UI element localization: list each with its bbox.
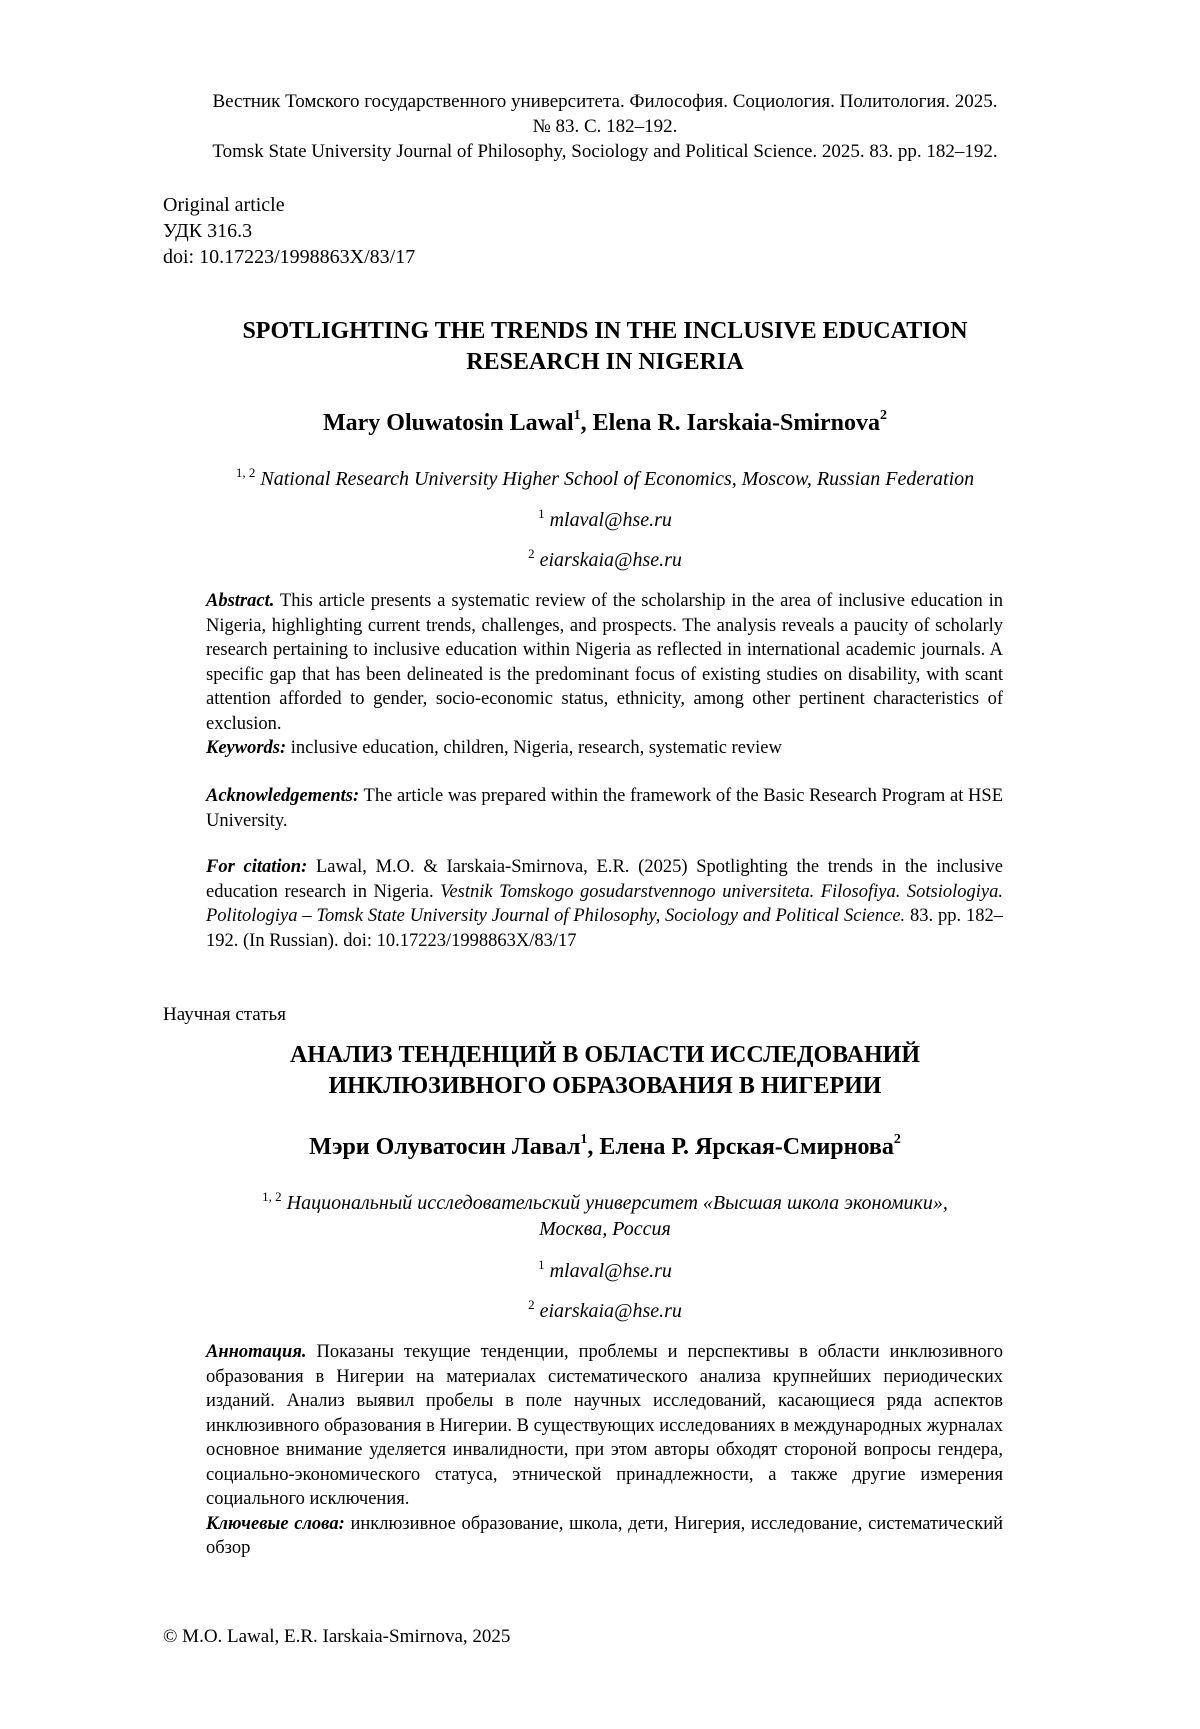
abstract-paragraph <box>206 589 1003 736</box>
ru-abstract-label: Аннотация. <box>206 1342 307 1362</box>
russian-authors <box>150 1132 1060 1162</box>
author2-name: Elena R. Iarskaia-Smirnova <box>592 410 881 436</box>
keywords-label: Keywords: <box>206 738 287 758</box>
ack-label: Acknowledgements: <box>206 786 360 806</box>
affiliation-sup: 1, 2 <box>235 465 256 480</box>
article-type: Original article <box>163 194 285 216</box>
author1-sup: 1 <box>573 408 581 423</box>
journal-ru-line2: № 83. С. 182–192. <box>532 116 678 137</box>
russian-article-type: Научная статья <box>163 1004 286 1025</box>
journal-en: Tomsk State University Journal of Philosophy, Sociology and Political Science. 2025. 83. pp. 182–192. <box>212 141 998 162</box>
ru-author2-sup: 2 <box>893 1132 901 1147</box>
english-title <box>150 316 1060 378</box>
russian-title-line2: ИНКЛЮЗИВНОГО ОБРАЗОВАНИЯ В НИГЕРИИ <box>328 1073 882 1099</box>
english-title-line2: RESEARCH IN NIGERIA <box>466 349 744 375</box>
ru-email2-link[interactable]: eiarskaia@hse.ru <box>539 1300 682 1322</box>
ru-abstract-paragraph <box>206 1340 1003 1512</box>
acknowledgements <box>206 784 1003 833</box>
ack-text: The article was prepared within the framework of the Basic Research Program at HSE University. <box>206 786 1004 831</box>
ru-author2-name: Елена Р. Ярская-Смирнова <box>599 1134 894 1160</box>
email1-link[interactable]: mlaval@hse.ru <box>549 509 672 531</box>
russian-affiliation <box>150 1190 1060 1242</box>
ru-keywords-label: Ключевые слова: <box>206 1513 345 1534</box>
russian-email2 <box>150 1298 1060 1324</box>
email2-sup: 2 <box>528 546 535 561</box>
journal-header <box>120 89 1090 164</box>
ru-affiliation-line1 <box>150 1190 1060 1216</box>
journal-ru-line1: Вестник Томского государственного университета. Философия. Социология. Политология. 2025. <box>212 91 998 112</box>
ru-author-separator: , <box>587 1134 600 1160</box>
ru-email2-sup: 2 <box>528 1297 535 1312</box>
ru-affiliation-sup: 1, 2 <box>262 1189 282 1204</box>
ru-keywords-text: инклюзивное образование, школа, дети, Нигерия, исследование, систематический обзор <box>206 1513 1004 1558</box>
citation-part2: 83. pp. 182–192. (In Russian). doi: 10.17223/1998863X/83/17 <box>206 906 1004 951</box>
russian-title-line1: АНАЛИЗ ТЕНДЕНЦИЙ В ОБЛАСТИ ИССЛЕДОВАНИЙ <box>289 1042 921 1068</box>
keywords-text: inclusive education, children, Nigeria, research, systematic review <box>290 738 782 758</box>
udc-code: УДК 316.3 <box>163 220 253 242</box>
russian-email1 <box>150 1258 1060 1284</box>
ru-author1-name: Мэри Олуватосин Лавал <box>309 1134 581 1160</box>
author1-name: Mary Oluwatosin Lawal <box>322 410 574 436</box>
ru-keywords-paragraph <box>206 1512 1003 1561</box>
russian-title <box>150 1040 1060 1102</box>
english-email1 <box>150 507 1060 533</box>
email1-sup: 1 <box>538 506 545 521</box>
doi: doi: 10.17223/1998863X/83/17 <box>163 246 416 268</box>
ru-abstract-text: Показаны текущие тенденции, проблемы и перспективы в области инклюзивного образования в Нигерии на материалах систематического анализа крупнейших периодических изданий. Анализ выявил пробелы в поле научных исследований, касающиеся ряда аспектов инклюзивного образования в Нигерии. В существующих исследованиях в международных журналах основное внимание уделяется инвалидности, при этом авторы обходят стороной вопросы гендера, социально-экономического статуса, этнической принадлежности, а также другие измерения социального исключения. <box>206 1342 1003 1509</box>
email2-link[interactable]: eiarskaia@hse.ru <box>539 549 682 571</box>
ru-author1-sup: 1 <box>580 1132 588 1147</box>
ru-email1-sup: 1 <box>538 1257 545 1272</box>
citation-label: For citation: <box>206 857 308 877</box>
english-authors <box>150 408 1060 438</box>
citation-part1: Lawal, M.O. & Iarskaia-Smirnova, E.R. (2025) Spotlighting the trends in the inclusive education research in Nigeria. <box>206 857 1003 902</box>
russian-abstract <box>206 1340 1003 1561</box>
english-title-line1: SPOTLIGHTING THE TRENDS IN THE INCLUSIVE EDUCATION <box>242 318 968 344</box>
english-email2 <box>150 547 1060 573</box>
article-meta <box>163 192 415 270</box>
ru-affiliation-line2: Москва, Россия <box>539 1218 671 1240</box>
citation-journal: Vestnik Tomskogo gosudarstvennogo universiteta. Filosofiya. Sotsiologiya. Politologiya – Tomsk State University Journal of Philosophy, Sociology and Political Science. <box>206 881 1004 926</box>
keywords-paragraph <box>206 736 1003 761</box>
citation <box>206 855 1003 953</box>
abstract-text: This article presents a systematic review of the scholarship in the area of inclusive education in Nigeria, highlighting current trends, challenges, and prospects. The analysis reveals a paucity of scholarly research pertaining to inclusive education within Nigeria as reflected in international academic journals. A specific gap that has been delineated is the predominant focus of existing studies on disability, with scant attention afforded to gender, socio-economic status, ethnicity, among other pertinent characteristics of exclusion. <box>206 591 1003 734</box>
copyright-footer: © M.O. Lawal, E.R. Iarskaia-Smirnova, 2025 <box>163 1626 511 1647</box>
english-affiliation <box>150 466 1060 492</box>
affiliation-text: National Research University Higher School of Economics, Moscow, Russian Federation <box>260 468 975 490</box>
ru-email1-link[interactable]: mlaval@hse.ru <box>549 1260 672 1282</box>
english-abstract <box>206 589 1003 761</box>
author2-sup: 2 <box>880 408 888 423</box>
author-separator: , <box>580 410 593 436</box>
abstract-label: Abstract. <box>206 591 275 611</box>
ru-affiliation-text1: Национальный исследовательский университет «Высшая школа экономики», <box>286 1192 948 1214</box>
